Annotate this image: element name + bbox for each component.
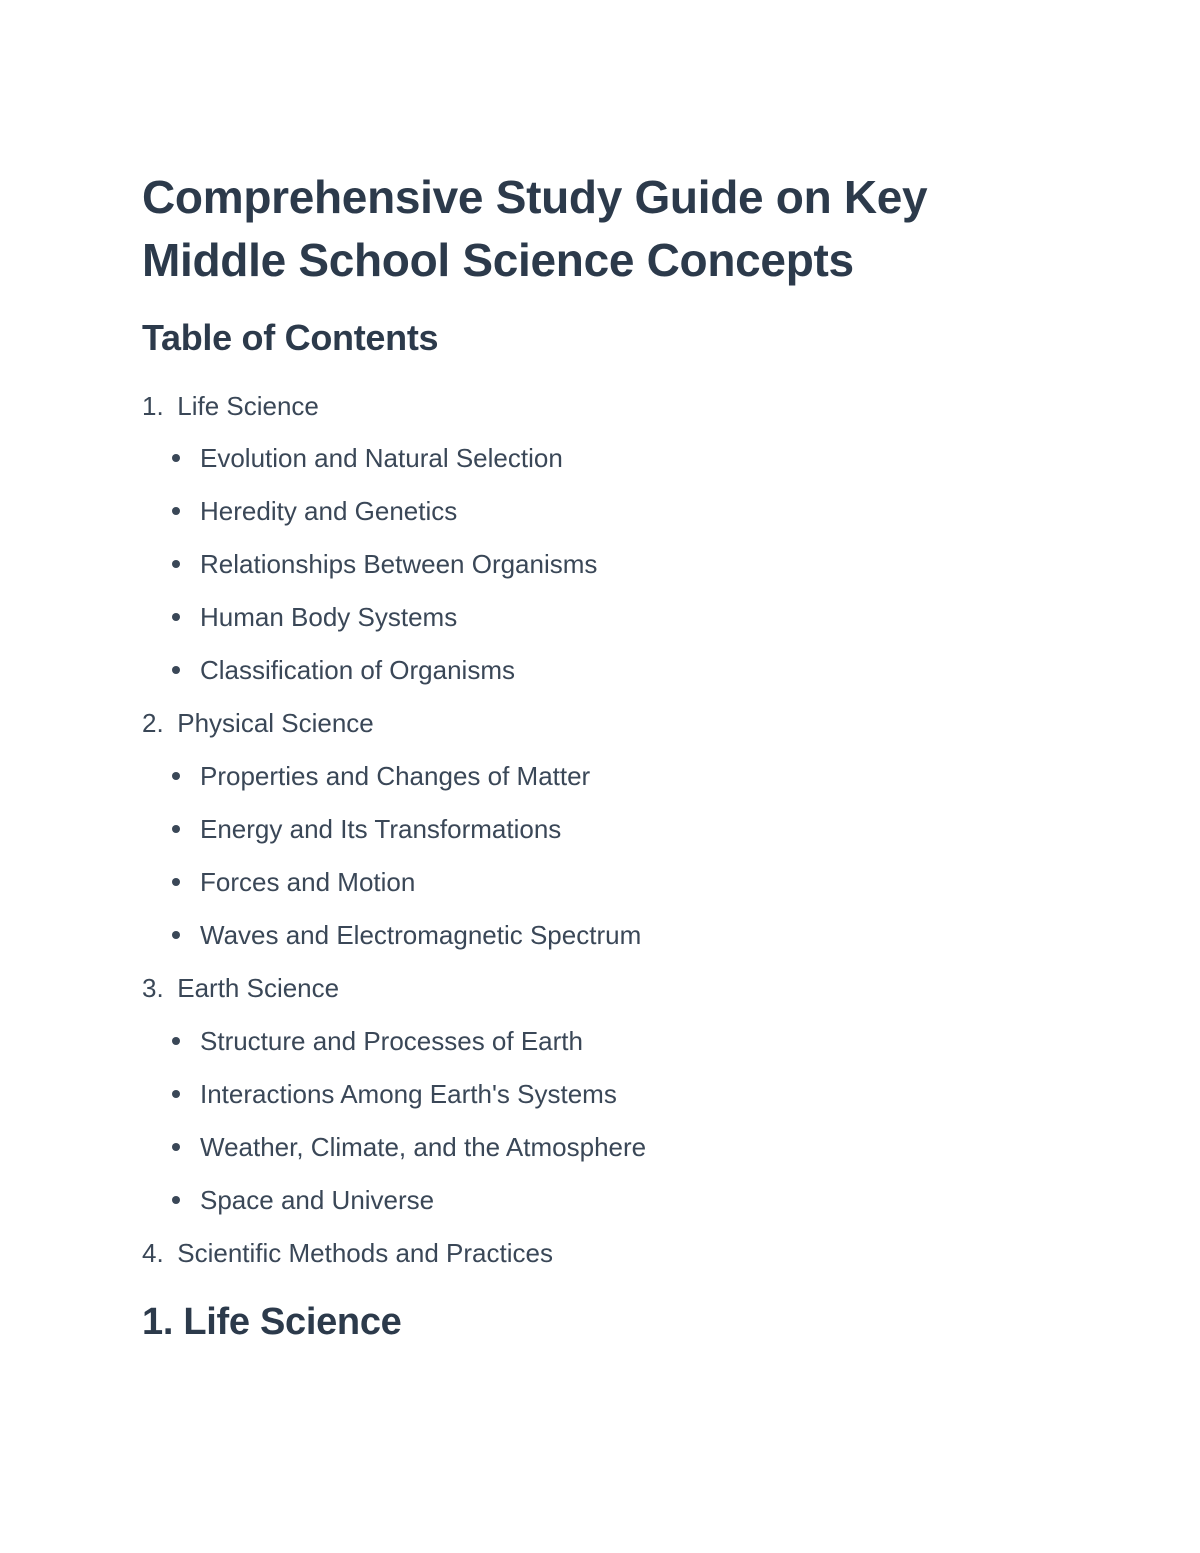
toc-item-label: Energy and Its Transformations [200, 814, 562, 844]
bullet-icon [172, 772, 180, 780]
bullet-icon [172, 1196, 180, 1204]
toc-section-label: Physical Science [177, 708, 374, 738]
toc-section-number: 3. [142, 973, 164, 1003]
bullet-icon [172, 1090, 180, 1098]
toc-item[interactable] [172, 918, 641, 952]
toc-item-label: Heredity and Genetics [200, 496, 458, 526]
toc-item[interactable] [172, 865, 415, 899]
toc-item-label: Classification of Organisms [200, 655, 515, 685]
toc-section-label: Earth Science [177, 973, 340, 1003]
bullet-icon [172, 560, 180, 568]
toc-section-label: Scientific Methods and Practices [177, 1238, 553, 1268]
bullet-icon [172, 507, 180, 515]
toc-item[interactable] [172, 1183, 434, 1217]
toc-item[interactable] [172, 494, 457, 528]
bullet-icon [172, 931, 180, 939]
bullet-icon [172, 613, 180, 621]
toc-section-scientific-methods[interactable] [142, 1236, 553, 1270]
section-heading-life-science: 1. Life Science [142, 1301, 402, 1343]
toc-item[interactable] [172, 812, 561, 846]
toc-section-number: 4. [142, 1238, 164, 1268]
toc-item-label: Waves and Electromagnetic Spectrum [200, 920, 642, 950]
toc-section-life-science[interactable] [142, 389, 319, 423]
bullet-icon [172, 666, 180, 674]
toc-section-physical-science[interactable] [142, 706, 374, 740]
toc-item-label: Properties and Changes of Matter [200, 761, 591, 791]
toc-item-label: Structure and Processes of Earth [200, 1026, 583, 1056]
bullet-icon [172, 1143, 180, 1151]
bullet-icon [172, 454, 180, 462]
toc-item-label: Relationships Between Organisms [200, 549, 598, 579]
toc-item-label: Space and Universe [200, 1185, 435, 1215]
toc-section-number: 1. [142, 391, 164, 421]
toc-heading: Table of Contents [142, 317, 439, 358]
toc-item[interactable] [172, 1077, 617, 1111]
toc-item[interactable] [172, 653, 515, 687]
toc-section-number: 2. [142, 708, 164, 738]
toc-item-label: Weather, Climate, and the Atmosphere [200, 1132, 647, 1162]
bullet-icon [172, 878, 180, 886]
toc-item[interactable] [172, 441, 563, 475]
toc-item[interactable] [172, 1024, 583, 1058]
toc-item[interactable] [172, 600, 457, 634]
toc-item[interactable] [172, 547, 597, 581]
toc-item[interactable] [172, 1130, 646, 1164]
toc-item-label: Evolution and Natural Selection [200, 443, 563, 473]
toc-section-label: Life Science [177, 391, 319, 421]
toc-item-label: Forces and Motion [200, 867, 416, 897]
bullet-icon [172, 825, 180, 833]
toc-item[interactable] [172, 759, 590, 793]
toc-item-label: Human Body Systems [200, 602, 458, 632]
toc-item-label: Interactions Among Earth's Systems [200, 1079, 617, 1109]
bullet-icon [172, 1037, 180, 1045]
toc-section-earth-science[interactable] [142, 971, 339, 1005]
document-title: Comprehensive Study Guide on Key Middle School Science Concepts [142, 171, 928, 286]
